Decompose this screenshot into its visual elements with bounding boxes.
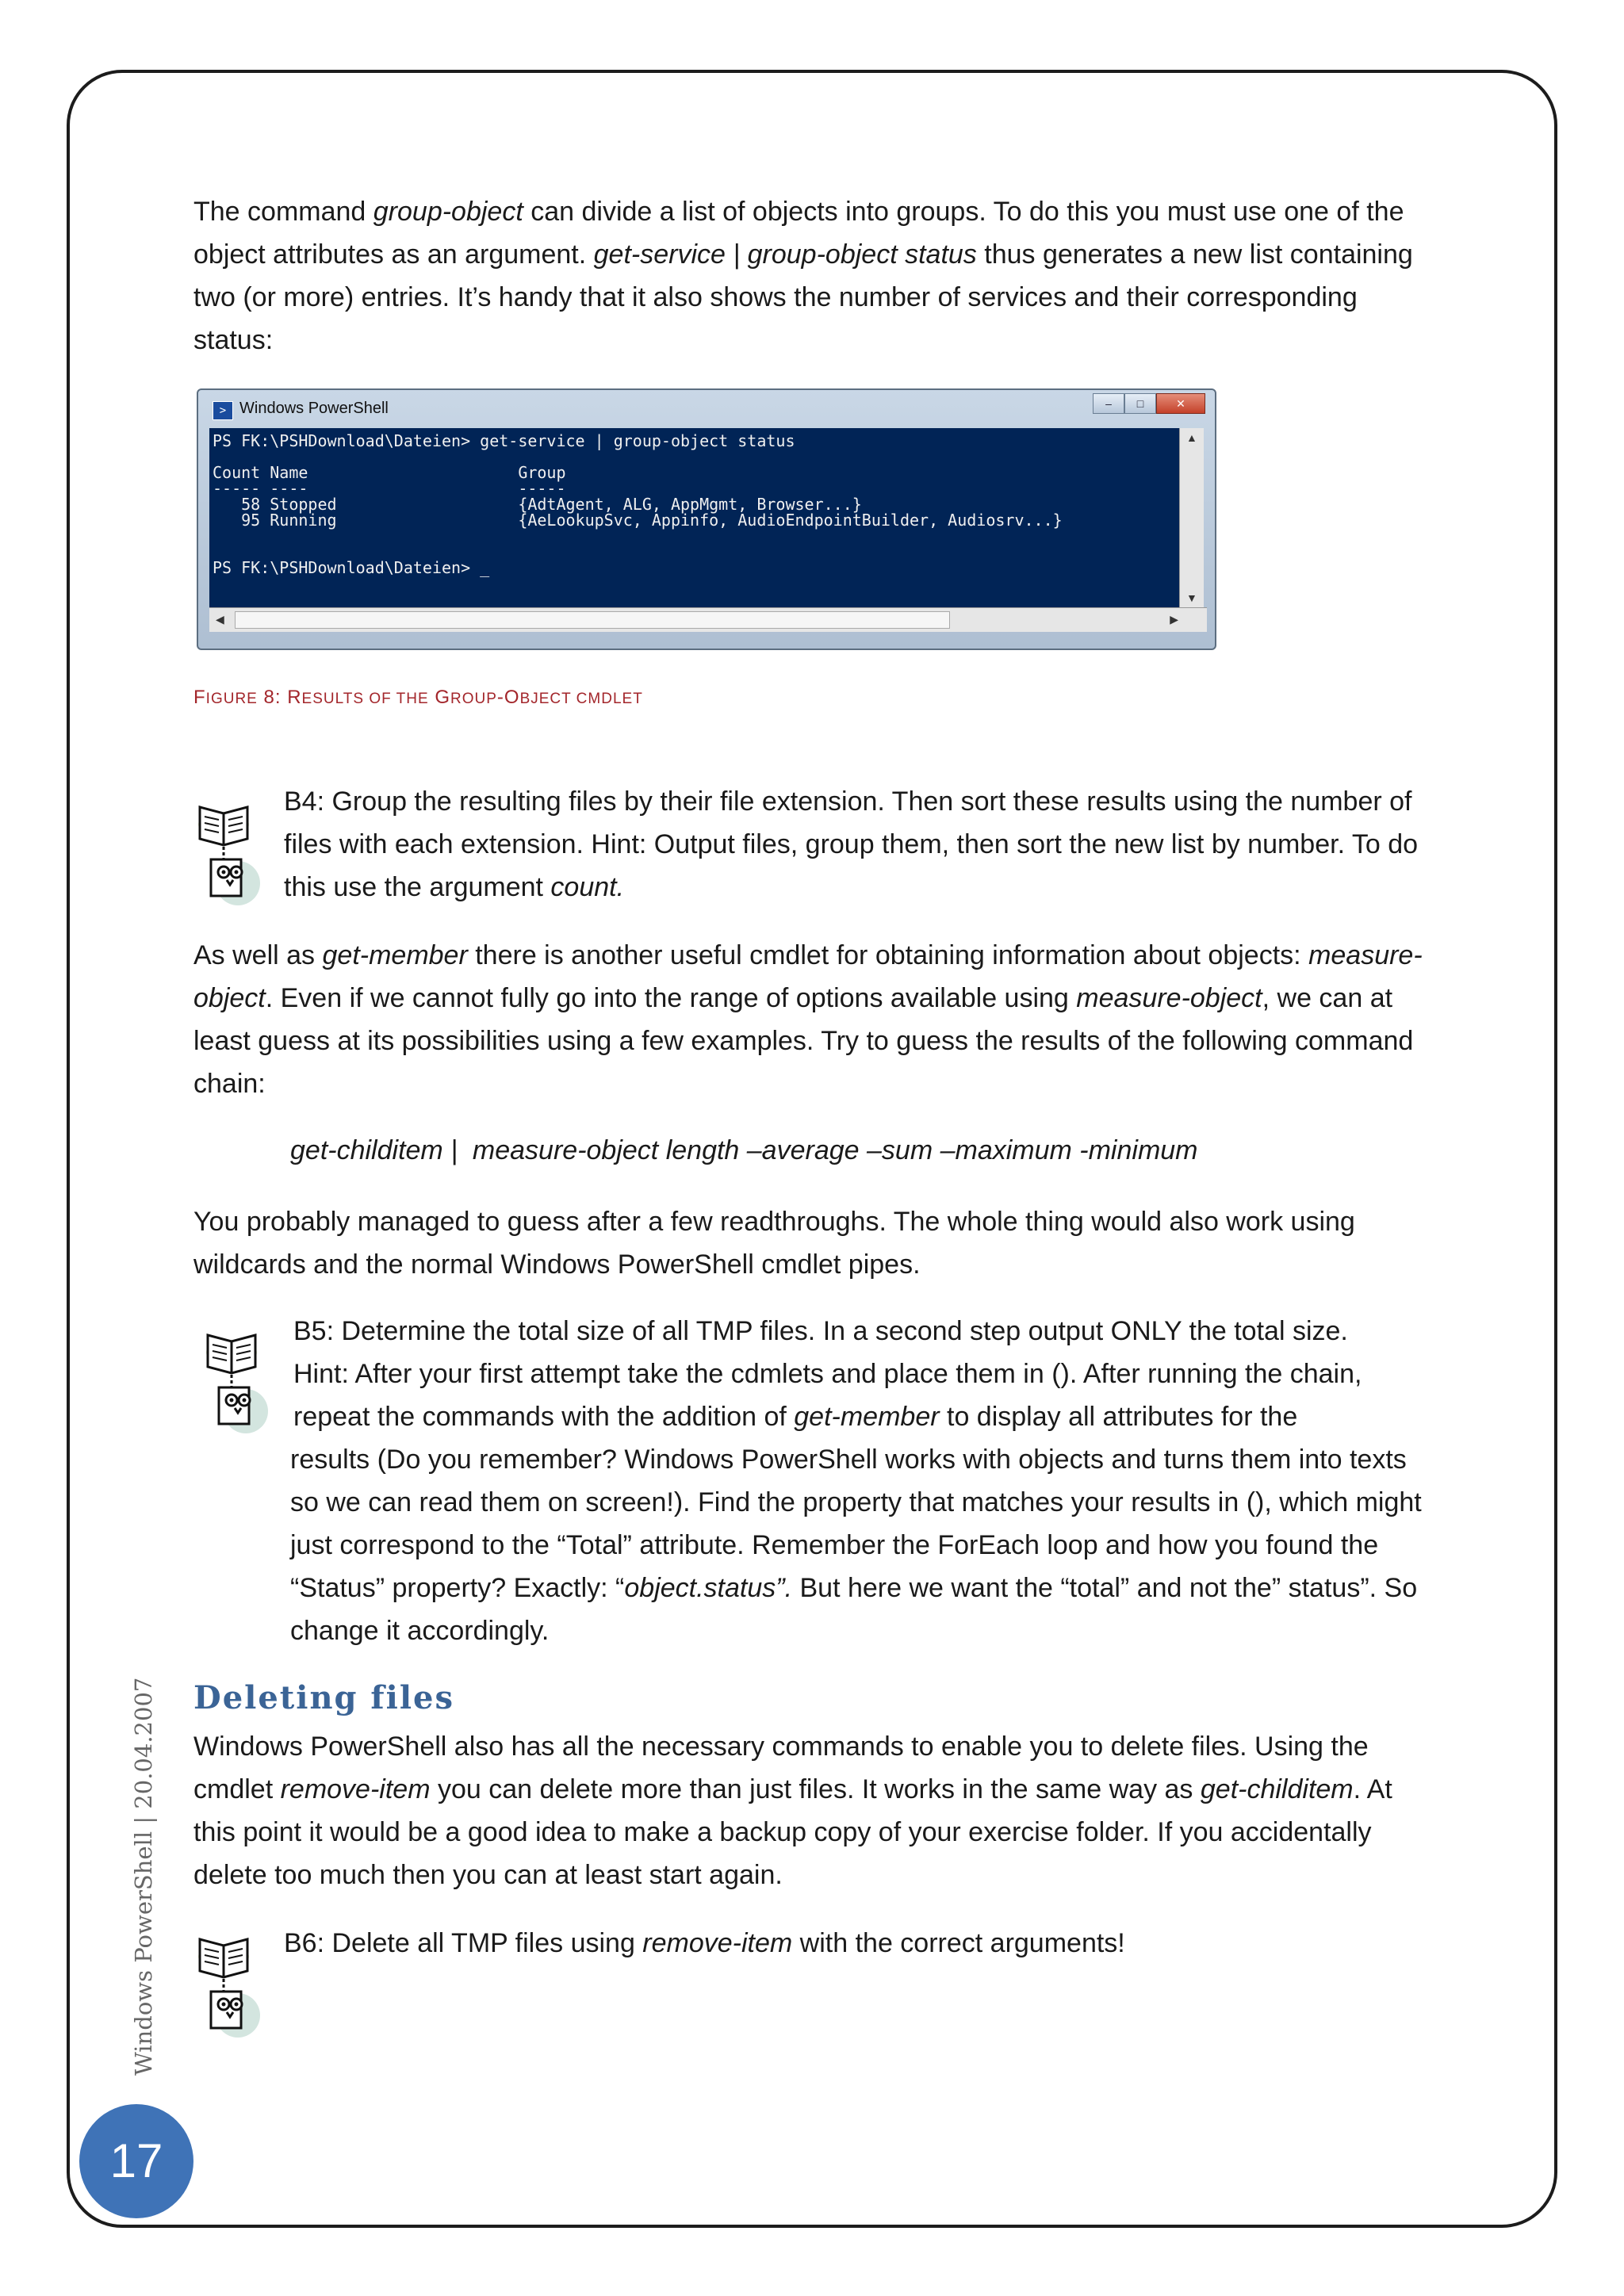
cmd-measure-object: measure-object [193, 940, 1423, 1013]
task-book-owl-icon [193, 1923, 265, 2042]
task-book-owl-icon [193, 791, 265, 910]
cmd-get-member: get-member [322, 940, 468, 970]
task-b5-line2: Hint: After your first attempt take the cdmlets and place them in (). After running the chain, [293, 1359, 1362, 1389]
maximize-icon: □ [1124, 393, 1156, 414]
intro-paragraph [193, 190, 1431, 362]
cmd-remove-item: remove-item [280, 1774, 431, 1804]
text: . Even if we cannot fully go into the range of options available using [265, 983, 1077, 1013]
text: can divide a list of objects into groups. To do this you must use one of the object attributes as an argument. [193, 197, 1404, 270]
console-line [213, 528, 1180, 544]
text: . At this point it would be a good idea to make a backup copy of your exercise folder. If you accidentally delete too much then you can at least start again. [193, 1774, 1392, 1890]
text: , we can at least guess at its possibilities using a few examples. Try to guess the results of the following command chain: [193, 983, 1414, 1099]
vertical-scrollbar [1179, 428, 1204, 607]
text: As well as [193, 940, 323, 970]
sidebar-running-title: Windows PowerShell | 20.04.2007 [130, 1677, 157, 2076]
caption-part: ROUP [450, 691, 497, 707]
measure-paragraph [193, 934, 1431, 1105]
cmd-get-member: get-member [794, 1402, 940, 1432]
text: results (Do you remember? Windows PowerShell works with objects and turns them into texts so we can read them on screen!). Find the property that matches your results in (), which might just correspond to the “Total” attribute. Remember the ForEach loop and how you found the “Status” property? Exactly: “ [290, 1445, 1422, 1603]
text: B4: Group the resulting files by their file extension. Then sort these results using the number of files with each extension. Hint: Output files, group them, then sort the new list by number. To do this use the argument [284, 786, 1419, 902]
scroll-right-icon: ▶ [1170, 613, 1178, 626]
minimize-icon: – [1093, 393, 1124, 414]
window-title: Windows PowerShell [239, 400, 389, 417]
code-line: get-childitem | measure-object length –average –sum –maximum -minimum [290, 1135, 1198, 1165]
caption-part: ESULTS OF THE [301, 691, 429, 707]
scroll-left-icon: ◀ [216, 613, 224, 626]
caption-part: IGURE [205, 691, 258, 707]
section-heading: Deleting files [193, 1679, 454, 1716]
text: But here we want the “total” and not the” status”. So change it accordingly. [290, 1573, 1418, 1646]
console-line: Count Name Group [213, 463, 566, 482]
task-b5-line3 [293, 1395, 1297, 1438]
text: thus generates a new list containing two (or more) entries. It’s handy that it also shows the number of services and their corresponding status: [193, 239, 1413, 355]
text: B6: Delete all TMP files using [284, 1928, 643, 1958]
task-b4 [284, 780, 1434, 909]
console-line [213, 449, 1180, 465]
task-b5-line1: B5: Determine the total size of all TMP files. In a second step output ONLY the total size. [293, 1316, 1348, 1346]
caption-part: G [428, 687, 450, 708]
caption-part: -O [496, 687, 520, 708]
console-line: ----- ---- ----- [213, 479, 566, 498]
arg-count: count. [550, 872, 625, 902]
powershell-screenshot [197, 388, 1216, 650]
window-titlebar [198, 390, 1215, 430]
text: The command [193, 197, 373, 227]
powershell-logo-icon: > [213, 401, 233, 420]
caption-part: 8: R [257, 687, 302, 708]
console-line: PS FK:\PSHDownload\Dateien> get-service | group-object status [213, 431, 795, 450]
guess-paragraph: You probably managed to guess after a few readthroughs. The whole thing would also work using wildcards and the normal Windows PowerShell cmdlet pipes. [193, 1207, 1355, 1280]
cmd-object-status: object.status”. [624, 1573, 793, 1603]
text: Windows PowerShell also has all the necessary commands to enable you to delete files. Using the cmdlet [193, 1732, 1369, 1804]
caption-part: BJECT CMDLET [519, 691, 643, 707]
text: to display all attributes for the [939, 1402, 1298, 1432]
window-controls [1093, 393, 1205, 414]
horizontal-scrollbar [209, 607, 1207, 632]
task-b6 [284, 1922, 1125, 1965]
text: repeat the commands with the addition of [293, 1402, 795, 1432]
console-output [209, 428, 1183, 607]
page-number: 17 [79, 2104, 193, 2218]
task-b5-rest [290, 1438, 1432, 1652]
console-line: 95 Running {AeLookupSvc, Appinfo, AudioEndpointBuilder, Audiosrv...} [213, 511, 1063, 530]
caption-part: F [193, 687, 206, 708]
delete-paragraph [193, 1725, 1431, 1896]
scroll-thumb [235, 611, 950, 629]
figure-caption [193, 687, 643, 709]
console-line: 58 Stopped {AdtAgent, ALG, AppMgmt, Browser...} [213, 495, 862, 514]
text: you can delete more than just files. It works in the same way as [430, 1774, 1201, 1804]
text: there is another useful cmdlet for obtaining information about objects: [467, 940, 1309, 970]
cmd-measure-object: measure-object [1076, 983, 1262, 1013]
scroll-down-icon: ▼ [1186, 591, 1197, 604]
close-icon: ✕ [1156, 393, 1205, 414]
text: with the correct arguments! [792, 1928, 1125, 1958]
cmd-get-service-group: get-service | group-object status [593, 239, 977, 270]
console-line: PS FK:\PSHDownload\Dateien> _ [213, 558, 490, 577]
console-line [213, 544, 1180, 560]
cmd-group-object: group-object [373, 197, 523, 227]
cmd-remove-item: remove-item [642, 1928, 793, 1958]
scroll-up-icon: ▲ [1186, 431, 1197, 444]
task-book-owl-icon [201, 1319, 273, 1438]
cmd-get-childitem: get-childitem [1200, 1774, 1354, 1804]
